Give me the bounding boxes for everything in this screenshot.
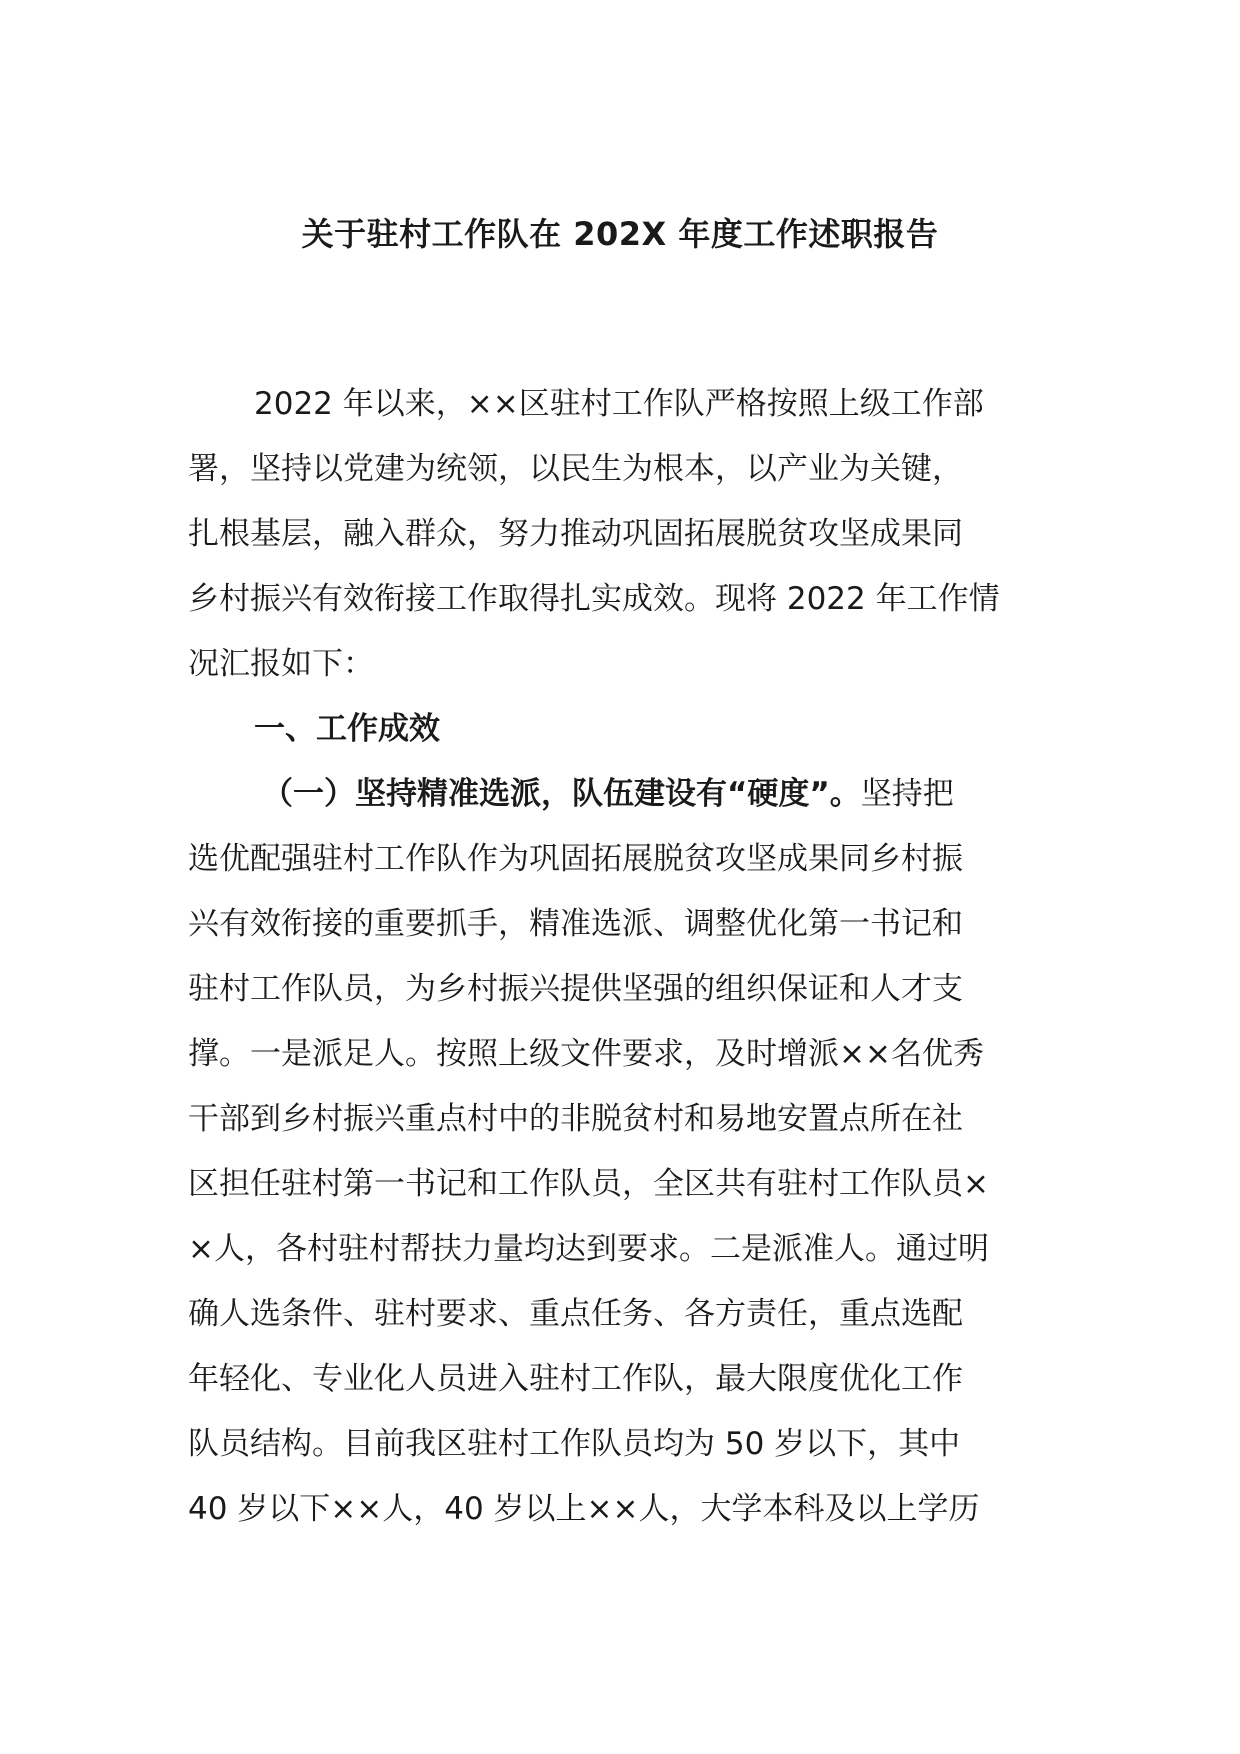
paragraph-line: 兴有效衔接的重要抓手，精准选派、调整优化第一书记和 xyxy=(188,906,963,942)
paragraph-line: 乡村振兴有效衔接工作取得扎实成效。现将 2022 年工作情 xyxy=(188,581,1000,617)
subsection-first-line-text: 坚持把 xyxy=(860,776,954,812)
paragraph-line: 选优配强驻村工作队作为巩固拓展脱贫攻坚成果同乡村振 xyxy=(188,841,963,877)
paragraph-line: 驻村工作队员，为乡村振兴提供坚强的组织保证和人才支 xyxy=(188,971,963,1007)
subsection-heading: （一）坚持精准选派，队伍建设有“硬度”。 xyxy=(262,776,861,812)
paragraph-line: 撑。一是派足人。按照上级文件要求，及时增派××名优秀 xyxy=(188,1036,984,1072)
section-heading: 一、工作成效 xyxy=(254,711,440,747)
paragraph-line: 队员结构。目前我区驻村工作队员均为 50 岁以下，其中 xyxy=(188,1426,961,1462)
document-title: 关于驻村工作队在 202X 年度工作述职报告 xyxy=(301,215,939,253)
paragraph-line: 2022 年以来，××区驻村工作队严格按照上级工作部 xyxy=(254,386,984,422)
paragraph-line: 40 岁以下××人，40 岁以上××人，大学本科及以上学历 xyxy=(188,1491,980,1527)
paragraph-line: 况汇报如下： xyxy=(188,646,374,682)
document-body xyxy=(188,372,1056,1542)
paragraph-line: ×人，各村驻村帮扶力量均达到要求。二是派准人。通过明 xyxy=(188,1231,989,1267)
paragraph-line: 扎根基层，融入群众，努力推动巩固拓展脱贫攻坚成果同 xyxy=(188,516,963,552)
paragraph-line: 署，坚持以党建为统领，以民生为根本，以产业为关键， xyxy=(188,451,963,487)
subsection-first-line xyxy=(188,762,1056,827)
paragraph-line: 区担任驻村第一书记和工作队员，全区共有驻村工作队员× xyxy=(188,1166,989,1202)
paragraph-line: 年轻化、专业化人员进入驻村工作队，最大限度优化工作 xyxy=(188,1361,963,1397)
paragraph-line: 干部到乡村振兴重点村中的非脱贫村和易地安置点所在社 xyxy=(188,1101,963,1137)
paragraph-line: 确人选条件、驻村要求、重点任务、各方责任，重点选配 xyxy=(188,1296,963,1332)
